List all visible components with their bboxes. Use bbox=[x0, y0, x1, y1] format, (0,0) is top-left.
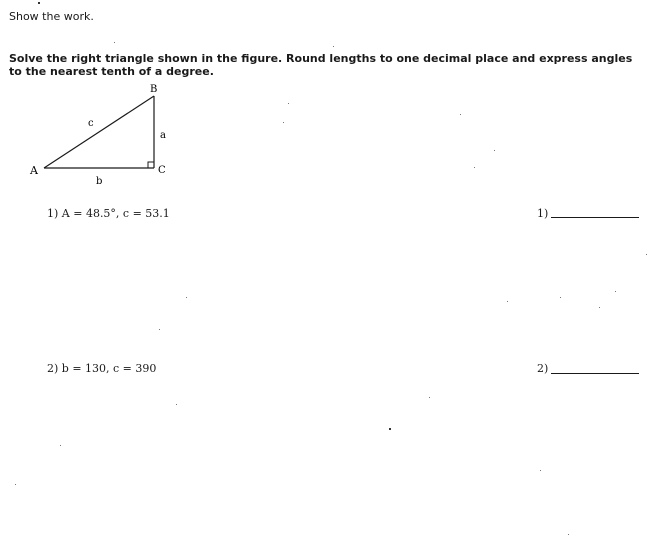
triangle-hypotenuse bbox=[44, 96, 154, 168]
scan-speck bbox=[186, 297, 187, 298]
scan-speck bbox=[159, 329, 160, 330]
right-angle-marker bbox=[148, 162, 154, 168]
scan-speck bbox=[60, 445, 61, 446]
problem-1-text: 1) A = 48.5°, c = 53.1 bbox=[47, 207, 170, 220]
scan-speck bbox=[540, 470, 541, 471]
scan-speck bbox=[560, 297, 561, 298]
scan-speck bbox=[460, 114, 461, 115]
scan-speck bbox=[15, 484, 16, 485]
scan-speck bbox=[176, 404, 177, 405]
right-triangle-figure bbox=[24, 80, 194, 190]
answer-2-label: 2) bbox=[537, 362, 549, 375]
scan-speck bbox=[114, 42, 115, 43]
scan-speck bbox=[599, 307, 600, 308]
instruction-text: Show the work. bbox=[9, 10, 94, 23]
scan-speck bbox=[288, 103, 289, 104]
scan-speck bbox=[38, 2, 40, 4]
scan-speck bbox=[494, 150, 495, 151]
side-label-c: c bbox=[88, 118, 94, 129]
answer-2-line[interactable] bbox=[551, 373, 639, 374]
side-label-a: a bbox=[160, 130, 166, 141]
scan-speck bbox=[507, 301, 508, 302]
vertex-label-c: C bbox=[158, 165, 166, 176]
problem-prompt: Solve the right triangle shown in the figure. Round lengths to one decimal place and express angles to the nearest tenth of a degree. bbox=[9, 52, 633, 78]
scan-speck bbox=[568, 534, 569, 535]
answer-1-label: 1) bbox=[537, 207, 549, 220]
scan-speck bbox=[429, 397, 430, 398]
side-label-b: b bbox=[96, 176, 103, 187]
vertex-label-a: A bbox=[30, 164, 38, 177]
scan-speck bbox=[333, 46, 334, 47]
answer-1-line[interactable] bbox=[551, 217, 639, 218]
scan-speck bbox=[283, 122, 284, 123]
scan-speck bbox=[646, 254, 647, 255]
scan-speck bbox=[389, 428, 391, 430]
problem-2-text: 2) b = 130, c = 390 bbox=[47, 362, 157, 375]
vertex-label-b: B bbox=[150, 84, 158, 95]
scan-speck bbox=[474, 167, 475, 168]
scan-speck bbox=[615, 291, 616, 292]
